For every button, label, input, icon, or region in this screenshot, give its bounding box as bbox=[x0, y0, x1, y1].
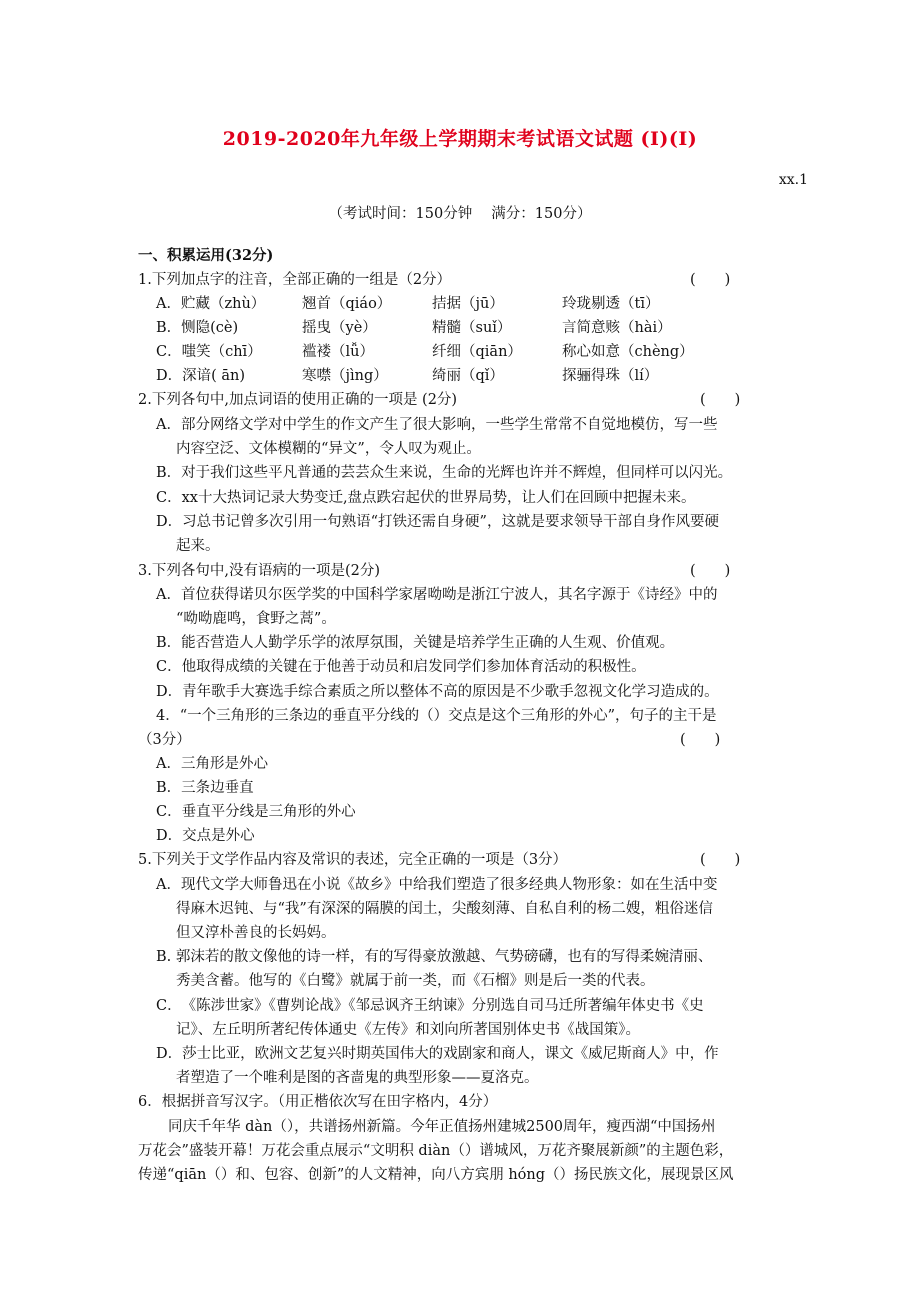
q4-answer-paren: ( ) bbox=[680, 732, 721, 748]
q5-option-b-cont: 秀美含蓄。他写的《白鹭》就属于前一类，而《石榴》则是后一类的代表。 bbox=[176, 973, 655, 989]
q1-option-cell: 探骊得珠（lí） bbox=[562, 368, 659, 384]
q1-option-cell: 摇曳（yè） bbox=[302, 320, 377, 336]
q3-option-b: B．能否营造人人勤学乐学的浓厚氛围，关键是培养学生正确的人生观、价值观。 bbox=[156, 635, 675, 651]
q4-option-b: B．三条边垂直 bbox=[156, 780, 254, 796]
q5-option-a: A．现代文学大师鲁迅在小说《故乡》中给我们塑造了很多经典人物形象：如在生活中变 bbox=[156, 877, 718, 893]
q2-option-d: D．习总书记曾多次引用一句熟语“打铁还需自身硬”，这就是要求领导干部自身作风要硬 bbox=[156, 514, 719, 530]
q1-option-cell: D．深谙( ān) bbox=[156, 368, 246, 384]
q4-option-a: A．三角形是外心 bbox=[156, 756, 268, 772]
q1-option-cell: 翘首（qiáo） bbox=[302, 296, 392, 312]
q5-option-a-cont: 但又淳朴善良的长妈妈。 bbox=[176, 925, 336, 941]
q4-stem-cont: （3分） bbox=[138, 732, 191, 748]
exam-info: （考试时间：150分钟 满分：150分） bbox=[328, 206, 592, 222]
q1-stem: 1.下列加点字的注音，全部正确的一组是（2分） bbox=[138, 272, 452, 288]
q2-option-d-cont: 起来。 bbox=[176, 538, 220, 554]
q1-option-cell: 寒噤（jìng） bbox=[302, 368, 388, 384]
q4-stem: 4．“一个三角形的三条边的垂直平分线的（）交点是这个三角形的外心”，句子的主干是 bbox=[156, 708, 717, 724]
q1-option-cell: 言简意赅（hài） bbox=[562, 320, 672, 336]
q1-option-cell: B．恻隐(cè) bbox=[156, 320, 239, 336]
q2-option-a: A．部分网络文学对中学生的作文产生了很大影响，一些学生常常不自觉地模仿，写一些 bbox=[156, 417, 718, 433]
q3-option-a: A．首位获得诺贝尔医学奖的中国科学家屠呦呦是浙江宁波人，其名字源于《诗经》中的 bbox=[156, 587, 718, 603]
q3-stem: 3.下列各句中,没有语病的一项是(2分) bbox=[138, 563, 380, 579]
q1-option-cell: 称心如意（chèng） bbox=[562, 344, 694, 360]
q1-option-cell: A．贮藏（zhù） bbox=[156, 296, 266, 312]
q1-option-cell: 玲珑剔透（tī） bbox=[562, 296, 660, 312]
q4-option-c: C．垂直平分线是三角形的外心 bbox=[156, 804, 356, 820]
q1-option-cell: 绮丽（qǐ） bbox=[432, 368, 504, 384]
q5-option-b: B. 郭沫若的散文像他的诗一样，有的写得豪放激越、气势磅礴，也有的写得柔婉清丽、 bbox=[156, 949, 713, 965]
q5-answer-paren: ( ) bbox=[700, 852, 741, 868]
page-title: 2019-2020年九年级上学期期末考试语文试题 (I)(I) bbox=[222, 128, 698, 150]
q5-option-c: C． 《陈涉世家》《曹刿论战》《邹忌讽齐王纳谏》分别选自司马迁所著编年体史书《史 bbox=[156, 998, 704, 1014]
q1-answer-paren: ( ) bbox=[690, 272, 731, 288]
q3-option-d: D．青年歌手大赛选手综合素质之所以整体不高的原因是不少歌手忽视文化学习造成的。 bbox=[156, 684, 719, 700]
q5-option-d: D．莎士比亚，欧洲文艺复兴时期英国伟大的戏剧家和商人，课文《威尼斯商人》中，作 bbox=[156, 1046, 719, 1062]
q2-stem: 2.下列各句中,加点词语的使用正确的一项是 (2分) bbox=[138, 392, 458, 408]
q1-option-cell: 精髓（suǐ） bbox=[432, 320, 512, 336]
q1-option-cell: 褴褛（lǚ） bbox=[302, 344, 374, 360]
q6-paragraph-line: 万花会”盛装开幕！万花会重点展示“文明积 diàn（）谱城风，万花齐聚展新颜”的主题色彩， bbox=[138, 1143, 734, 1159]
q2-answer-paren: ( ) bbox=[700, 392, 741, 408]
q5-stem: 5.下列关于文学作品内容及常识的表述，完全正确的一项是（3分） bbox=[138, 852, 568, 868]
section-heading: 一、积累运用(32分) bbox=[138, 247, 274, 264]
q1-option-cell: 纤细（qiān） bbox=[432, 344, 522, 360]
q5-option-c-cont: 记》、左丘明所著纪传体通史《左传》和刘向所著国别体史书《战国策》。 bbox=[176, 1022, 640, 1038]
q3-answer-paren: ( ) bbox=[690, 563, 731, 579]
q6-paragraph-line: 传递“qiān（）和、包容、创新”的人文精神，向八方宾朋 hóng（）扬民族文化，展现景区风 bbox=[138, 1167, 734, 1183]
q2-option-c: C．xx十大热词记录大势变迁,盘点跌宕起伏的世界局势，让人们在回顾中把握未来。 bbox=[156, 490, 696, 506]
q5-option-a-cont: 得麻木迟钝、与“我”有深深的隔膜的闰土，尖酸刻薄、自私自利的杨二嫂，粗俗迷信 bbox=[176, 901, 713, 917]
q1-option-cell: C．嗤笑（chī） bbox=[156, 344, 262, 360]
q3-option-c: C．他取得成绩的关键在于他善于动员和启发同学们参加体育活动的积极性。 bbox=[156, 659, 646, 675]
q6-paragraph-line: 同庆千年华 dàn（），共谱扬州新篇。今年正值扬州建城2500周年，瘦西湖“中国扬州 bbox=[168, 1119, 716, 1135]
q5-option-d-cont: 者塑造了一个唯利是图的吝啬鬼的典型形象——夏洛克。 bbox=[176, 1070, 539, 1086]
q6-stem: 6．根据拼音写汉字。（用正楷依次写在田字格内，4分） bbox=[138, 1094, 498, 1110]
q2-option-a-cont: 内容空泛、文体模糊的“异文”，令人叹为观止。 bbox=[176, 441, 481, 457]
doc-code: xx.1 bbox=[778, 172, 808, 188]
q4-option-d: D．交点是外心 bbox=[156, 828, 255, 844]
q2-option-b: B．对于我们这些平凡普通的芸芸众生来说，生命的光辉也许并不辉煌，但同样可以闪光。 bbox=[156, 465, 733, 481]
q1-option-cell: 拮据（jū） bbox=[432, 296, 504, 312]
q3-option-a-cont: “呦呦鹿鸣，食野之蒿”。 bbox=[176, 611, 336, 627]
